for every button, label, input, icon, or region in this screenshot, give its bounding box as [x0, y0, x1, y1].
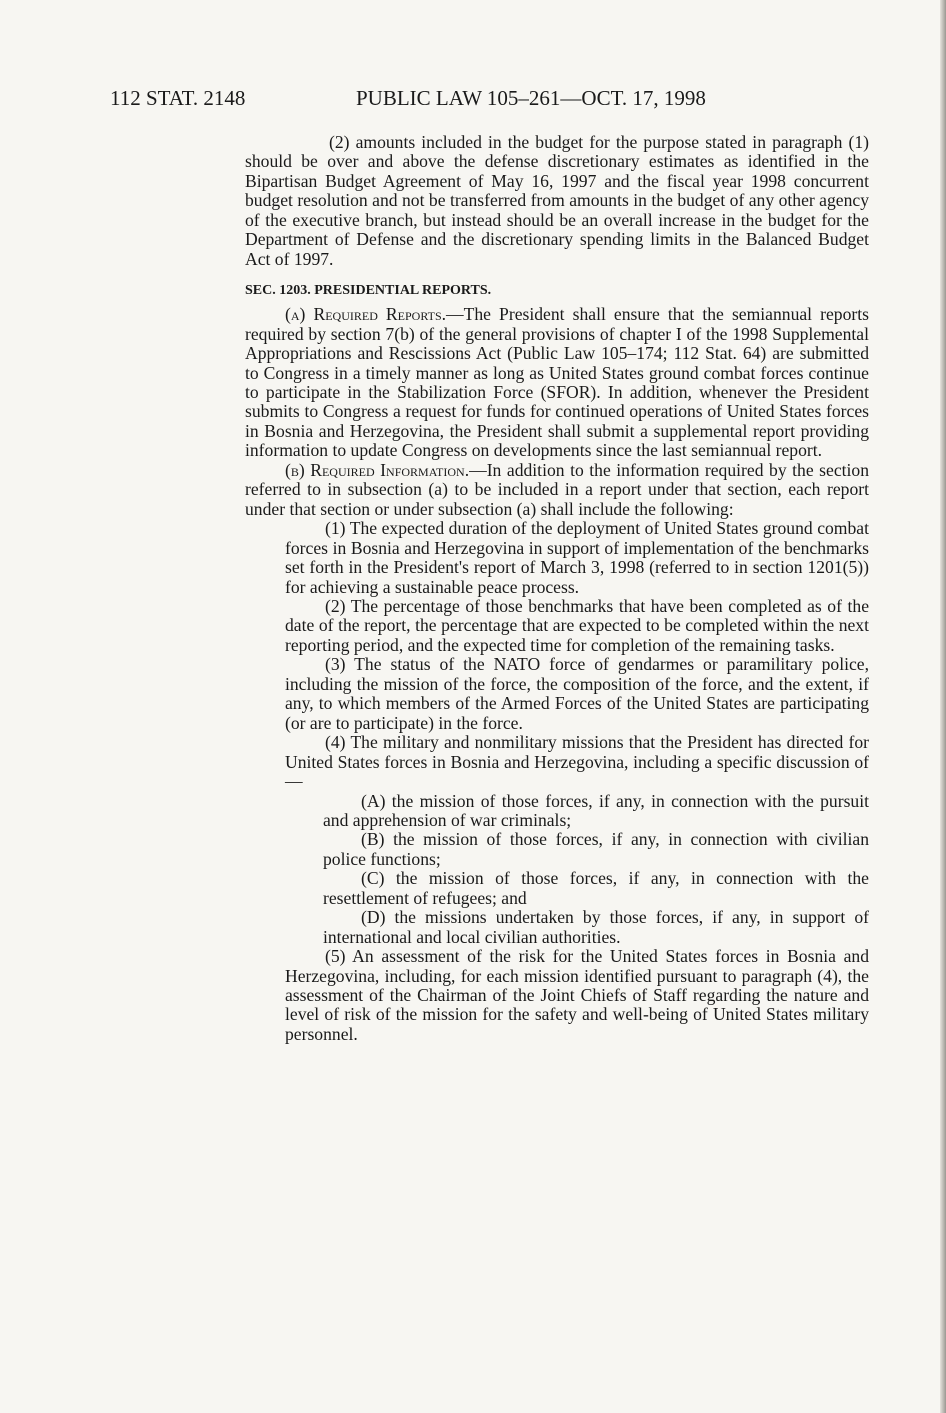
paragraph-item-3: (3) The status of the NATO force of gendarmes or paramilitary police, including the mission of the force, the composition of the force, and the extent, if any, to which members of the Armed Forces of the United States are participating (or are to participate) in the force. — [285, 654, 869, 733]
paragraph-item-5: (5) An assessment of the risk for the United States forces in Bosnia and Herzegovina, including, for each mission identified pursuant to paragraph (4), the assessment of the Chairman of the Joint Chiefs of Staff regarding the nature and level of risk of the mission for the safety and well-being of United States military personnel. — [285, 946, 869, 1044]
subparagraph-4B: (B) the mission of those forces, if any, in connection with civilian police functions; — [323, 829, 869, 869]
subsection-b-text: —In addition to the information required by the section referred to in subsection (a) to be included in a report under that section, each report under that section or under subsection (a) shall include the following: — [245, 459, 869, 519]
statute-citation: 112 STAT. 2148 — [110, 86, 246, 110]
subsection-a-text: —The President shall ensure that the semiannual reports required by section 7(b) of the general provisions of chapter I of the 1998 Supplemental Appropriations and Rescissions Act (Public Law 105–174; 112 Stat. 64) are submitted to Congress in a timely manner as long as United States ground combat forces continue to participate in the Stabilization Force (SFOR). In addition, whenever the President submits to Congress a request for funds for continued operations of United States forces in Bosnia and Herzegovina, the President shall submit a supplemental report providing information to update Congress on developments since the last semiannual report. — [245, 304, 869, 461]
subparagraph-4C: (C) the mission of those forces, if any, in connection with the resettlement of refugees; and — [323, 868, 869, 908]
subsection-a-label: (a) Required Reports. — [285, 304, 447, 325]
subsection-b — [245, 461, 869, 519]
subsection-a — [245, 305, 869, 461]
subsection-b-label: (b) Required Information. — [285, 459, 470, 480]
document-body — [245, 133, 869, 1044]
subparagraph-4A: (A) the mission of those forces, if any, in connection with the pursuit and apprehension of war criminals; — [323, 790, 869, 830]
public-law-title: PUBLIC LAW 105–261—OCT. 17, 1998 — [356, 86, 706, 110]
paragraph-2-amounts: (2) amounts included in the budget for the purpose stated in paragraph (1) should be over and above the defense discretionary estimates as identified in the Bipartisan Budget Agreement of May 16, 1997 and the fiscal year 1998 concurrent budget resolution and not be transferred from amounts in the budget of any other agency of the executive branch, but instead should be an overall increase in the budget for the Department of Defense and the discretionary spending limits in the Balanced Budget Act of 1997. — [245, 132, 869, 269]
paragraph-item-2: (2) The percentage of those benchmarks that have been completed as of the date of the report, the percentage that are expected to be completed within the next reporting period, and the expected time for completion of the remaining tasks. — [285, 595, 869, 655]
subparagraph-4D: (D) the missions undertaken by those forces, if any, in support of international and local civilian authorities. — [323, 907, 869, 947]
section-heading: SEC. 1203. PRESIDENTIAL REPORTS. — [245, 283, 492, 299]
paragraph-item-4: (4) The military and nonmilitary missions that the President has directed for United States forces in Bosnia and Herzegovina, including a specific discussion of— — [285, 732, 869, 792]
page-edge — [940, 0, 946, 1413]
paragraph-item-1: (1) The expected duration of the deployment of United States ground combat forces in Bosnia and Herzegovina in support of implementation of the benchmarks set forth in the President's report of March 3, 1998 (referred to in section 1201(5)) for achieving a sustainable peace process. — [285, 518, 869, 597]
